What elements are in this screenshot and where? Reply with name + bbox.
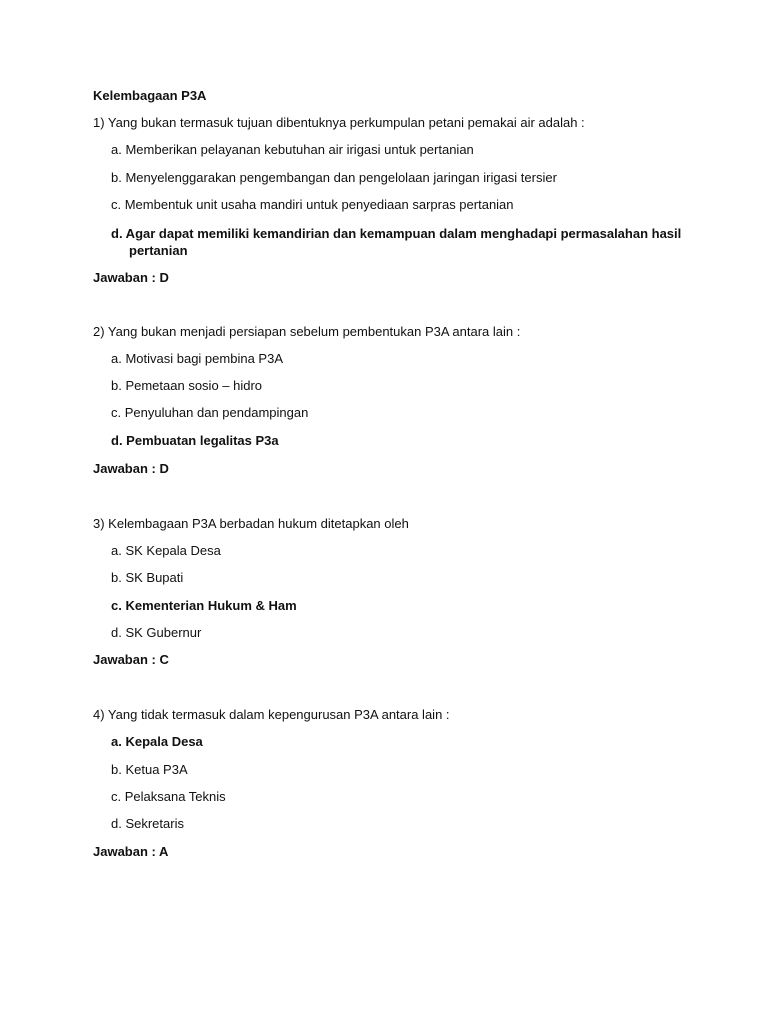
q3-option-b: b. SK Bupati	[111, 570, 184, 585]
question-3: 3) Kelembagaan P3A berbadan hukum ditetapkan oleh	[93, 516, 409, 531]
q1-option-d-line2: pertanian	[129, 243, 188, 258]
q4-option-c: c. Pelaksana Teknis	[111, 789, 226, 804]
q1-option-b: b. Menyelenggarakan pengembangan dan pengelolaan jaringan irigasi tersier	[111, 170, 557, 185]
q1-option-c: c. Membentuk unit usaha mandiri untuk penyediaan sarpras pertanian	[111, 197, 514, 212]
q2-option-b: b. Pemetaan sosio – hidro	[111, 378, 263, 393]
q1-answer: Jawaban : D	[93, 270, 169, 285]
question-2: 2) Yang bukan menjadi persiapan sebelum pembentukan P3A antara lain :	[93, 324, 521, 339]
q3-answer: Jawaban : C	[93, 652, 169, 667]
q2-answer: Jawaban : D	[93, 461, 169, 476]
q4-option-b: b. Ketua P3A	[111, 762, 188, 777]
q3-option-d: d. SK Gubernur	[111, 625, 202, 640]
document-title: Kelembagaan P3A	[93, 88, 207, 103]
q1-option-a: a. Memberikan pelayanan kebutuhan air irigasi untuk pertanian	[111, 142, 474, 157]
q3-option-c: c. Kementerian Hukum & Ham	[111, 598, 297, 613]
q1-option-d	[111, 225, 691, 259]
q2-option-c: c. Penyuluhan dan pendampingan	[111, 405, 309, 420]
q4-answer: Jawaban : A	[93, 844, 169, 859]
q2-option-d: d. Pembuatan legalitas P3a	[111, 433, 279, 448]
question-4: 4) Yang tidak termasuk dalam kepengurusan P3A antara lain :	[93, 707, 450, 722]
q4-option-d: d. Sekretaris	[111, 816, 184, 831]
q4-option-a: a. Kepala Desa	[111, 734, 203, 749]
question-1: 1) Yang bukan termasuk tujuan dibentuknya perkumpulan petani pemakai air adalah :	[93, 115, 585, 130]
q2-option-a: a. Motivasi bagi pembina P3A	[111, 351, 283, 366]
q1-option-d-line1: d. Agar dapat memiliki kemandirian dan kemampuan dalam menghadapi permasalahan hasil	[111, 226, 682, 241]
q3-option-a: a. SK Kepala Desa	[111, 543, 221, 558]
